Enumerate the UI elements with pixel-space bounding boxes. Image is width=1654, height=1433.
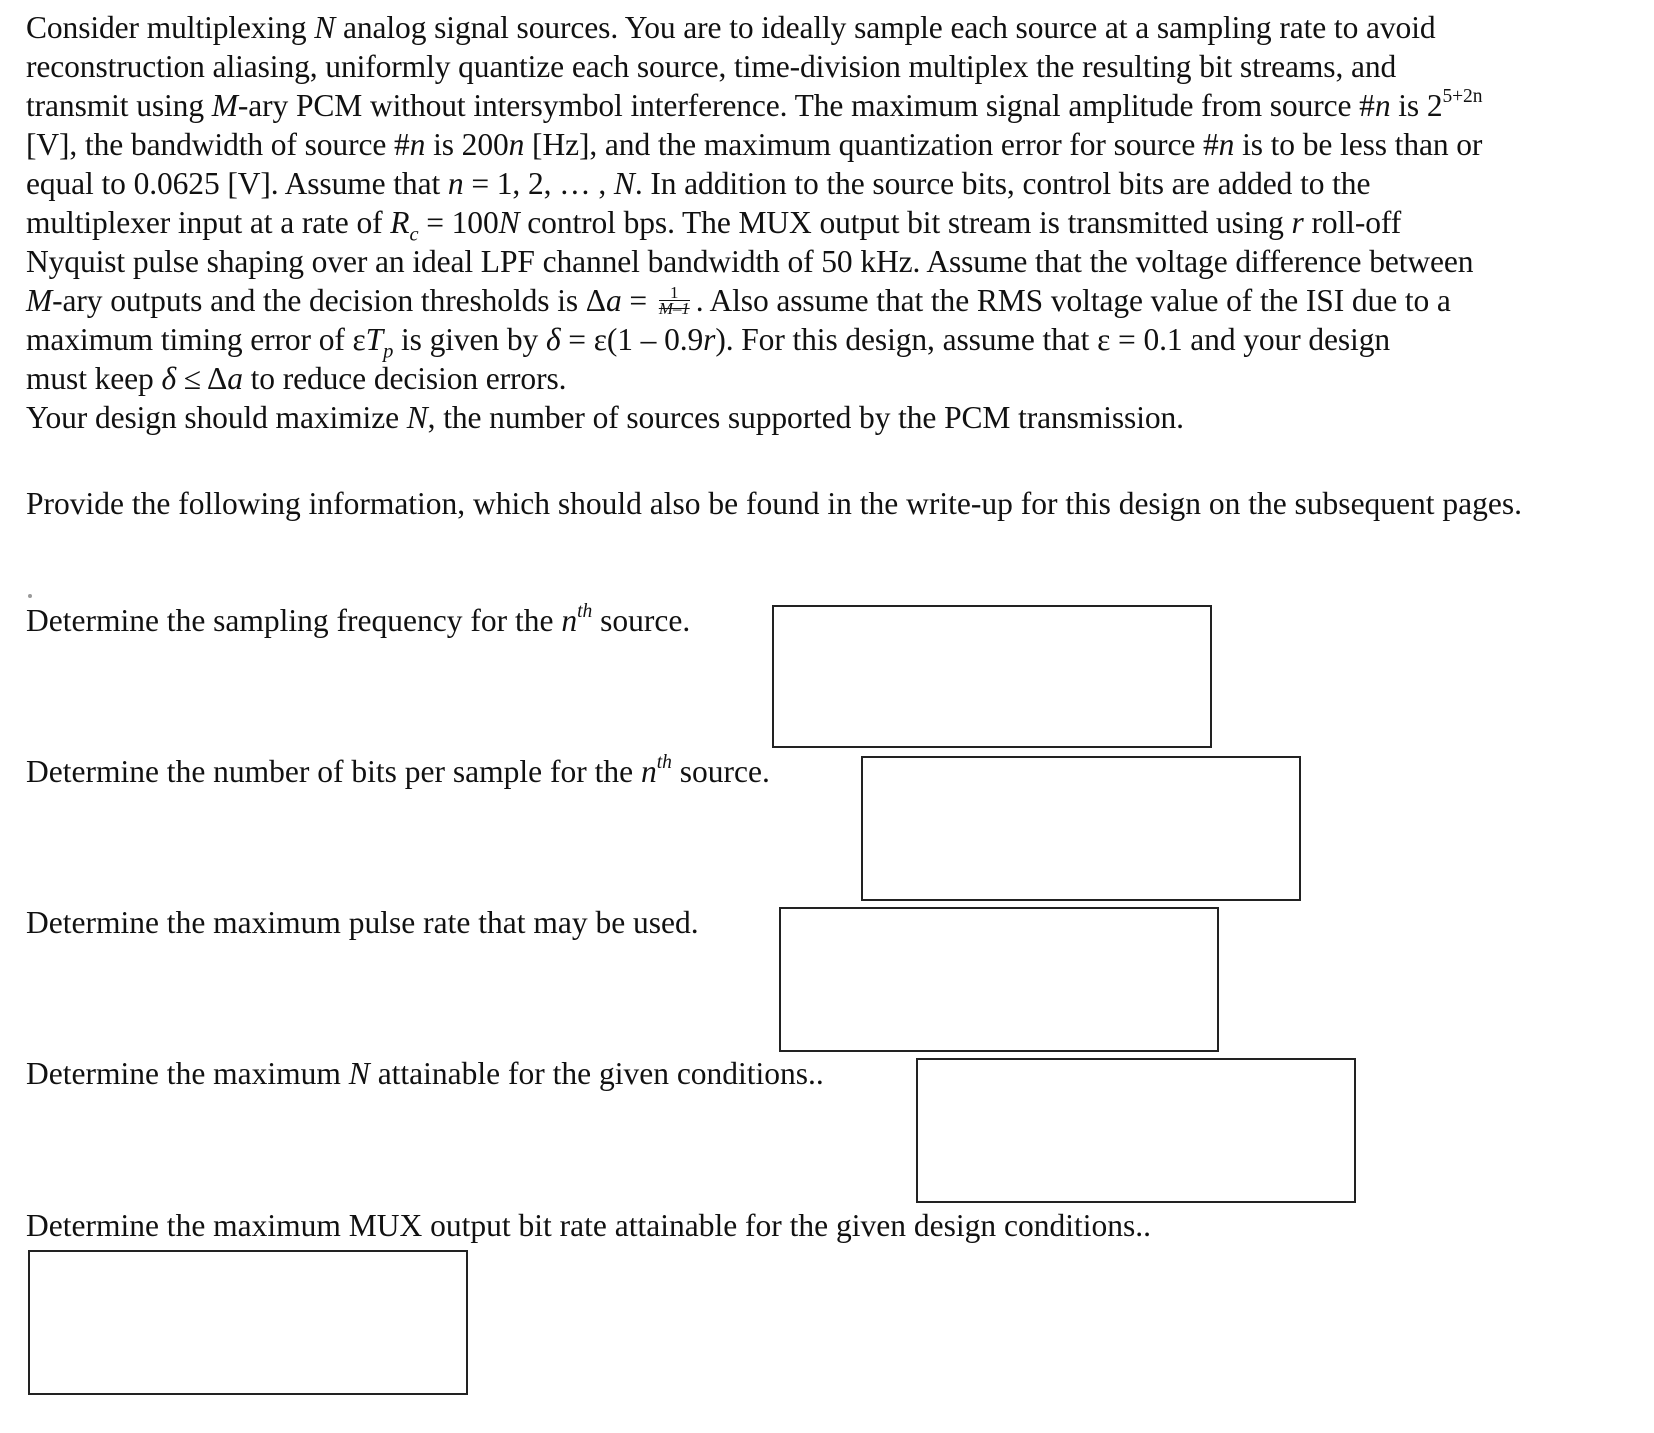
text: reconstruction aliasing, uniformly quantize each source, time-division multiplex the resulting bit streams, and: [26, 49, 1397, 84]
var-a: a: [227, 361, 243, 396]
answer-box-max-N[interactable]: [916, 1058, 1356, 1203]
problem-line-11: [26, 398, 1636, 437]
text: Your design should maximize: [26, 400, 407, 435]
text: ). For this design, assume that ε = 0.1 and your design: [715, 322, 1391, 357]
text: control bps. The MUX output bit stream is transmitted using: [519, 205, 1292, 240]
text: = ε(1 – 0.9: [560, 322, 704, 357]
text: Nyquist pulse shaping over an ideal LPF channel bandwidth of 50 kHz. Assume that the voltage difference between: [26, 244, 1474, 279]
var-N: N: [613, 166, 635, 201]
stray-dot: [28, 594, 32, 598]
text: to reduce decision errors.: [242, 361, 567, 396]
var-delta: δ: [161, 361, 177, 396]
problem-line-8: [26, 281, 1636, 320]
var-r: r: [703, 322, 716, 357]
text: Determine the sampling frequency for the: [26, 603, 562, 638]
text: = 1, 2, … ,: [463, 166, 614, 201]
question-max-pulse-rate: [26, 903, 699, 942]
text: Determine the maximum pulse rate that may be used.: [26, 905, 699, 940]
text: Determine the maximum MUX output bit rate attainable for the given design conditions..: [26, 1208, 1151, 1243]
answer-box-sampling-frequency[interactable]: [772, 605, 1212, 748]
text: must keep: [26, 361, 162, 396]
question-bits-per-sample: [26, 752, 770, 791]
var-N: N: [406, 400, 428, 435]
problem-line-7: [26, 242, 1636, 281]
problem-line-5: [26, 164, 1636, 203]
problem-statement: [26, 8, 1636, 437]
var-N: N: [498, 205, 520, 240]
problem-line-2: [26, 47, 1636, 86]
var-n: n: [640, 754, 657, 789]
text: Determine the maximum: [26, 1056, 349, 1091]
problem-line-1: [26, 8, 1636, 47]
problem-line-9: [26, 320, 1636, 363]
var-n: n: [409, 127, 426, 162]
text: is 2: [1390, 88, 1443, 123]
text: is to be less than or: [1234, 127, 1483, 162]
text: attainable for the given conditions..: [369, 1056, 824, 1091]
answer-box-max-pulse-rate[interactable]: [779, 907, 1219, 1052]
text: = 100: [418, 205, 499, 240]
problem-line-10: [26, 359, 1636, 398]
problem-line-6: [26, 203, 1636, 246]
var-n: n: [1374, 88, 1391, 123]
var-n: n: [508, 127, 525, 162]
text: -ary PCM without intersymbol interference. The maximum signal amplitude from source #: [237, 88, 1375, 123]
text: -ary outputs and the decision thresholds is Δ: [52, 283, 606, 318]
answer-box-bits-per-sample[interactable]: [861, 756, 1301, 901]
text: maximum timing error of ε: [26, 322, 366, 357]
subscript-p: p: [383, 340, 394, 363]
text: . In addition to the source bits, control bits are added to the: [634, 166, 1371, 201]
subscript-c: c: [409, 223, 419, 246]
text: [Hz], and the maximum quantization error for source #: [524, 127, 1219, 162]
answer-box-max-mux-bit-rate[interactable]: [28, 1250, 468, 1395]
text: [V], the bandwidth of source #: [26, 127, 410, 162]
problem-line-3: [26, 86, 1636, 125]
text: Consider multiplexing: [26, 10, 315, 45]
text: , the number of sources supported by the PCM transmission.: [427, 400, 1184, 435]
text: Determine the number of bits per sample for the: [26, 754, 641, 789]
text: multiplexer input at a rate of: [26, 205, 391, 240]
text: equal to 0.0625 [V]. Assume that: [26, 166, 448, 201]
var-a: a: [605, 283, 622, 318]
fraction: [658, 283, 690, 319]
text: . Also assume that the RMS voltage value of the ISI due to a: [695, 283, 1451, 318]
var-N: N: [348, 1056, 370, 1091]
fraction-numerator: 1: [659, 285, 690, 301]
text: is given by: [393, 322, 546, 357]
var-delta: δ: [545, 322, 561, 357]
var-n: n: [1218, 127, 1235, 162]
var-n: n: [561, 603, 578, 638]
var-N: N: [314, 10, 336, 45]
text: analog signal sources. You are to ideally sample each source at a sampling rate to avoid: [335, 10, 1436, 45]
var-T: T: [365, 322, 384, 357]
var-n: n: [447, 166, 464, 201]
text: =: [621, 283, 655, 318]
var-M: M: [26, 283, 53, 318]
var-R: R: [390, 205, 410, 240]
exponent: 5+2n: [1442, 85, 1483, 107]
superscript-th: th: [577, 600, 593, 622]
instructions: Provide the following information, which should also be found in the write-up for this design on the subsequent pages.: [26, 486, 1523, 521]
text: transmit using: [26, 88, 212, 123]
text: ≤ Δ: [176, 361, 228, 396]
text: source.: [671, 754, 770, 789]
question-max-mux-bit-rate: [26, 1206, 1151, 1245]
text: roll-off: [1303, 205, 1402, 240]
superscript-th: th: [656, 751, 672, 773]
var-r: r: [1291, 205, 1304, 240]
text: is 200: [425, 127, 509, 162]
fraction-denominator: M–1: [658, 299, 690, 319]
question-max-N: [26, 1054, 824, 1093]
question-sampling-frequency: [26, 601, 690, 640]
text: source.: [592, 603, 691, 638]
var-M: M: [211, 88, 238, 123]
problem-line-4: [26, 125, 1636, 164]
